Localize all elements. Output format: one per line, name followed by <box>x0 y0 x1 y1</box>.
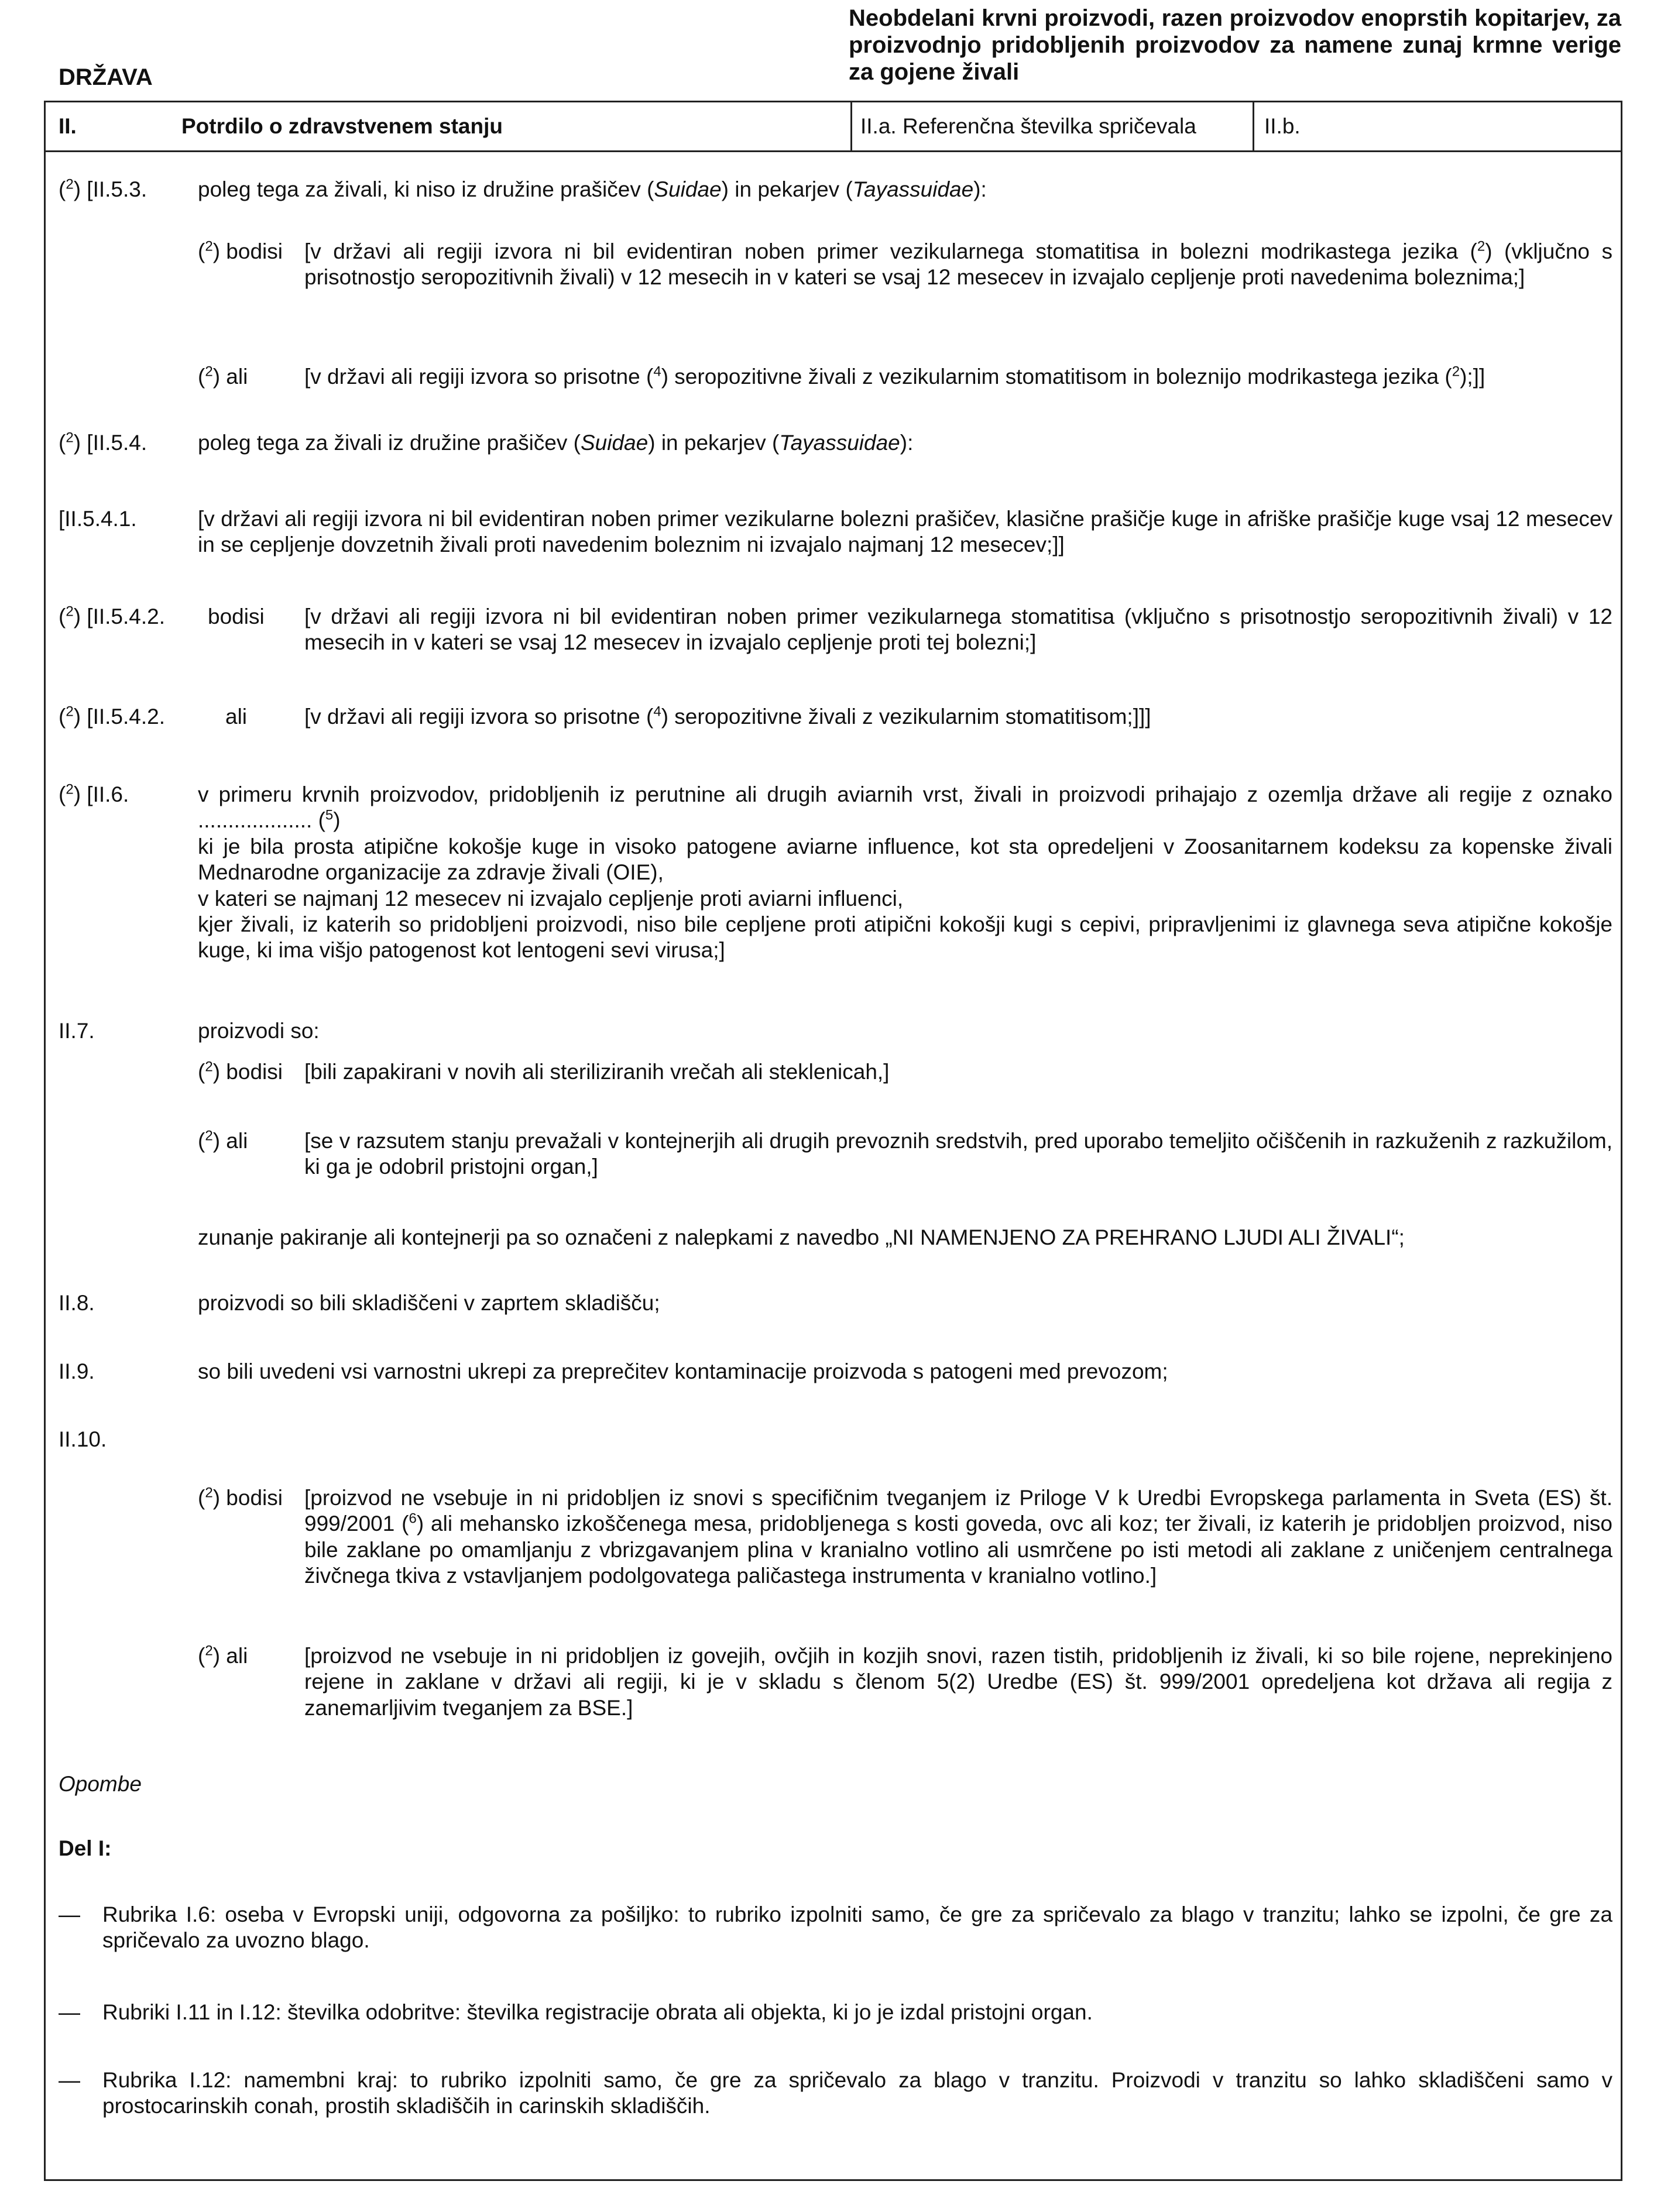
notes-title: Opombe <box>59 1772 142 1796</box>
note-item: Rubrika I.6: oseba v Evropski uniji, odgovorna za pošiljko: to rubriko izpolniti samo, če gre za spričevalo za blago v tranzitu; lahko se izpolni, če gre za spričevalo za uvozno blago. <box>102 1902 1612 1953</box>
clause-text: proizvodi so bili skladiščeni v zaprtem skladišču; <box>198 1291 660 1315</box>
clause-ref: II.9. <box>59 1359 95 1383</box>
clause-ref: II.7. <box>59 1019 95 1043</box>
note-item: Rubriki I.11 in I.12: številka odobritve: številka registracije obrata ali objekta, ki jo je izdal pristojni organ. <box>102 2000 1093 2024</box>
section-header <box>44 101 1622 152</box>
option-text: [proizvod ne vsebuje in ni pridobljen iz snovi s specifičnim tveganjem iz Priloge V k Uredbi Evropskega parlamenta in Sveta (ES) št. 999/2001 ($^6$) ali mehansko izkoščenega mesa, pridobljenega s kosti goveda, ovc ali koz; ter živali, iz katerih je pridobljen proizvod, niso bile zaklane po omamljanju z vbrizgavanjem plina v kranialno votlino ali usmrčene po isti metodi ali zaklane z uničenjem centralnega živčnega tkiva z vstavljanjem podolgovatega paličastega instrumenta v kranialno votlino.] <box>304 1486 1612 1588</box>
clause-ref: II.10. <box>59 1427 107 1451</box>
document-title: Neobdelani krvni proizvodi, razen proizvodov enoprstih kopitarjev, za proizvodnjo pridobljenih proizvodov za namene zunaj krmne verige za gojene živali <box>849 5 1621 85</box>
iib-label: II.b. <box>1264 114 1301 138</box>
clause-ref: ($^2$) [II.6. <box>59 781 129 806</box>
clause-ref: ($^2$) [II.5.3. <box>59 176 147 201</box>
note-dash: — <box>59 2068 80 2092</box>
clause-text: so bili uvedeni vsi varnostni ukrepi za preprečitev kontaminacije proizvoda s patogeni med prevozom; <box>198 1359 1168 1383</box>
option-label: ($^2$) ali <box>198 1128 248 1153</box>
option-text: [v državi ali regiji izvora so prisotne ($^4$) seropozitivne živali z vezikularnim stomatitisom in boleznijo modrikastega jezika ($^2$);]] <box>304 363 1485 389</box>
option-label: ($^2$) bodisi <box>198 1059 283 1084</box>
clause-ref: II.8. <box>59 1291 95 1315</box>
note-dash: — <box>59 2000 80 2024</box>
notes-part-heading: Del I: <box>59 1836 112 1860</box>
header-divider <box>850 102 852 150</box>
option-label: ($^2$) ali <box>198 1643 248 1668</box>
section-number: II. <box>59 114 77 138</box>
reference-number-label: II.a. Referenčna številka spričevala <box>860 114 1196 138</box>
clause-ref: ($^2$) [II.5.4.2. <box>59 703 165 729</box>
option-label: ali <box>225 705 248 729</box>
option-label: bodisi <box>208 604 265 628</box>
clause-text: poleg tega za živali iz družine prašičev (Suidae) in pekarjev (Tayassuidae): <box>198 431 914 455</box>
option-text: [se v razsutem stanju prevažali v kontejnerjih ali drugih prevoznih sredstvih, pred uporabo temeljito očiščenih in razkuženih z razkužilom, ki ga je odobril pristojni organ,] <box>304 1129 1612 1179</box>
clause-text: proizvodi so: <box>198 1019 320 1043</box>
note-dash: — <box>59 1902 80 1926</box>
option-label: ($^2$) bodisi <box>198 238 283 263</box>
option-label: ($^2$) ali <box>198 363 248 389</box>
clause-text: poleg tega za živali, ki niso iz družine prašičev (Suidae) in pekarjev (Tayassuidae): <box>198 177 987 201</box>
clause-text: v primeru krvnih proizvodov, pridobljenih iz perutnine ali drugih aviarnih vrst, živali in proizvodi prihajajo z ozemlja države ali regije z oznako ................... ($^5$) ki je bila prosta atipične kokošje kuge in visoko patogene aviarne influence, kot sta opredeljeni v Zoosanitarnem kodeksu za kopenske živali Mednarodne organizacije za zdravje živali (OIE), v kateri se najmanj 12 mesecev ni izvajalo cepljenje proti aviarni influenci, kjer živali, iz katerih so pridobljeni proizvodi, niso bile cepljene proti atipični kokošji kugi s cepivi, pripravljenimi iz glavnega seva atipične kokošje kuge, ki ima višjo patogenost kot lentogeni sevi virusa;] <box>198 782 1612 963</box>
clause-text: [v državi ali regiji izvora ni bil evidentiran noben primer vezikularne bolezni prašičev, klasične prašičje kuge in afriške prašičje kuge vsaj 12 mesecev in se cepljenje dovzetnih živali proti navedenim boleznim ni izvajalo najmanj 12 mesecev;]] <box>198 507 1612 557</box>
option-text: [bili zapakirani v novih ali steriliziranih vrečah ali steklenicah,] <box>304 1060 890 1084</box>
clause-ref: ($^2$) [II.5.4. <box>59 430 147 455</box>
clause-ref: [II.5.4.1. <box>59 507 137 531</box>
state-label: DRŽAVA <box>59 64 153 90</box>
section-title: Potrdilo o zdravstvenem stanju <box>181 114 503 138</box>
option-text: [proizvod ne vsebuje in ni pridobljen iz govejih, ovčjih in kozjih snovi, razen tistih, pridobljenih iz živali, ki so bile rojene, neprekinjeno rejene in zaklane v državi ali regiji, ki je v skladu s členom 5(2) Uredbe (ES) št. 999/2001 opredeljena kot država ali regija z zanemarljivim tveganjem za BSE.] <box>304 1644 1612 1720</box>
note-item: Rubrika I.12: namembni kraj: to rubriko izpolniti samo, če gre za spričevalo za blago v tranzitu. Proizvodi v tranzitu so lahko skladiščeni samo v prostocarinskih conah, prostih skladiščih in carinskih skladiščih. <box>102 2068 1612 2118</box>
option-text: [v državi ali regiji izvora so prisotne ($^4$) seropozitivne živali z vezikularnim stomatitisom;]]] <box>304 703 1151 729</box>
option-label: ($^2$) bodisi <box>198 1485 283 1510</box>
clause-text: zunanje pakiranje ali kontejnerji pa so označeni z nalepkami z navedbo „NI NAMENJENO ZA PREHRANO LJUDI ALI ŽIVALI“; <box>198 1225 1405 1249</box>
header-divider <box>1253 102 1254 150</box>
option-text: [v državi ali regiji izvora ni bil evidentiran noben primer vezikularnega stomatitisa (vključno s prisotnostjo seropozitivnih živali) v 12 mesecih in v kateri se vsaj 12 mesecev in izvajalo cepljenje proti tej bolezni;] <box>304 604 1612 655</box>
option-text: [v državi ali regiji izvora ni bil evidentiran noben primer vezikularnega stomatitisa in bolezni modrikastega jezika ($^2$) (vključno s prisotnostjo seropozitivnih živali) v 12 mesecih in v kateri se vsaj 12 mesecev in izvajalo cepljenje proti navedenima boleznima;] <box>304 238 1612 290</box>
clause-ref: ($^2$) [II.5.4.2. <box>59 603 165 628</box>
